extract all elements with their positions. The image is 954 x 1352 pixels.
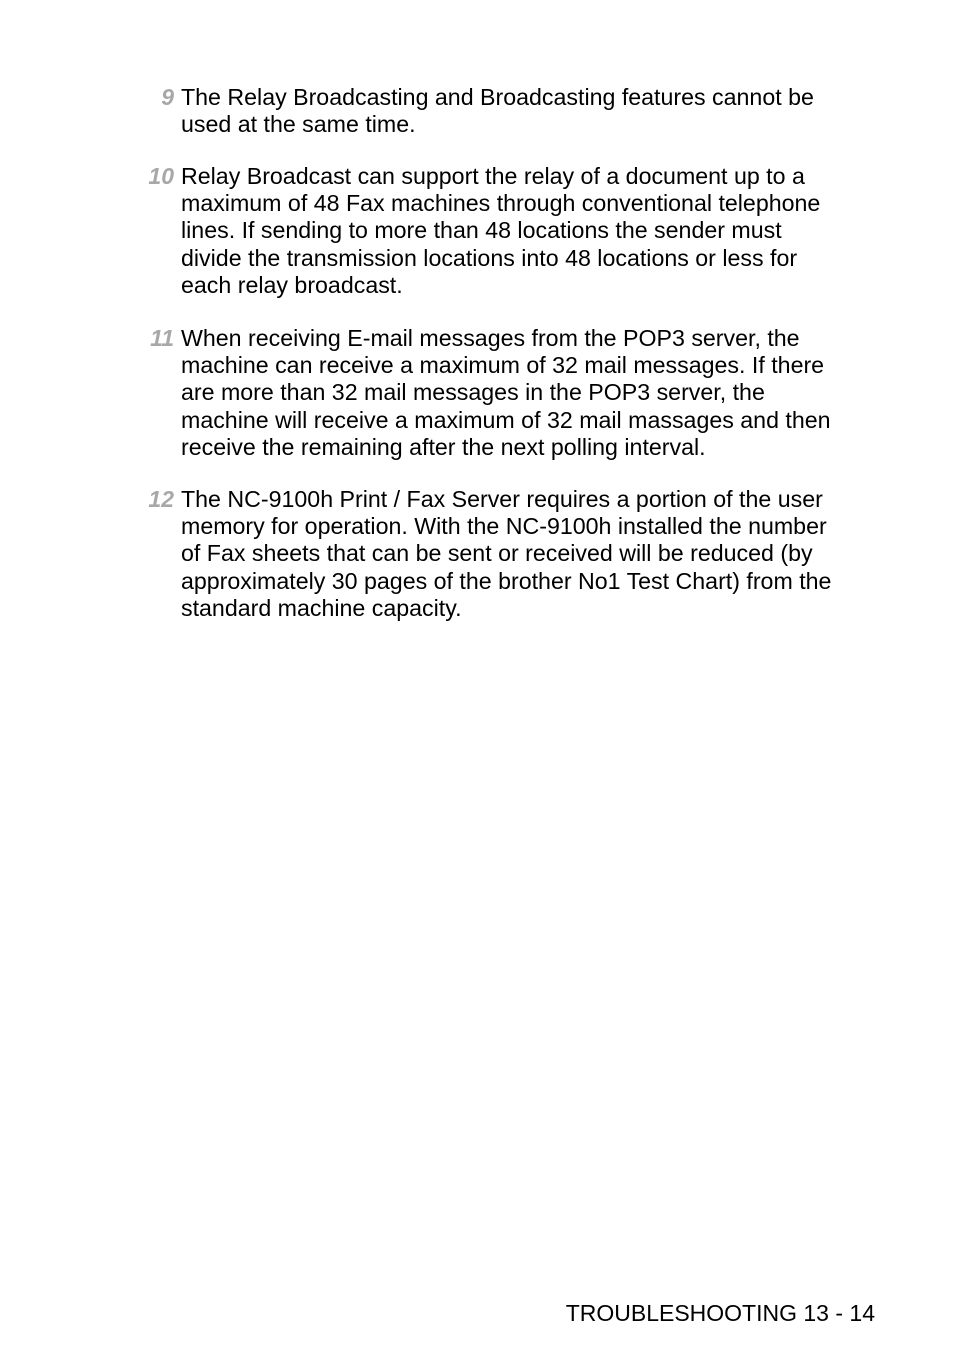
text-line: maximum of 48 Fax machines through conventional telephone bbox=[181, 190, 821, 217]
item-number: 11 bbox=[150, 325, 174, 351]
text-line: machine can receive a maximum of 32 mail messages. If there bbox=[181, 352, 825, 379]
text-line: Relay Broadcast can support the relay of a document up to a bbox=[181, 163, 805, 189]
item-text bbox=[181, 84, 881, 138]
text-line: The NC-9100h Print / Fax Server requires a portion of the user bbox=[181, 486, 823, 512]
item-text bbox=[181, 325, 881, 461]
text-line: receive the remaining after the next polling interval. bbox=[181, 433, 706, 460]
item-text bbox=[181, 163, 881, 299]
text-line: memory for operation. With the NC-9100h installed the number bbox=[181, 513, 827, 540]
text-line: of Fax sheets that can be sent or received will be reduced (by bbox=[181, 540, 813, 567]
text-line: approximately 30 pages of the brother No1 Test Chart) from the bbox=[181, 567, 832, 594]
item-number: 10 bbox=[148, 163, 174, 189]
text-line: machine will receive a maximum of 32 mail massages and then bbox=[181, 406, 831, 433]
text-line: When receiving E-mail messages from the POP3 server, the bbox=[181, 325, 800, 351]
page-footer: TROUBLESHOOTING 13 - 14 bbox=[565, 1300, 875, 1326]
text-line: used at the same time. bbox=[181, 111, 416, 138]
text-line: each relay broadcast. bbox=[181, 271, 403, 298]
item-text bbox=[181, 486, 881, 622]
item-number: 9 bbox=[161, 84, 174, 110]
text-line: divide the transmission locations into 48 locations or less for bbox=[181, 244, 798, 271]
text-line: are more than 32 mail messages in the POP3 server, the bbox=[181, 379, 765, 406]
text-line: standard machine capacity. bbox=[181, 594, 462, 621]
text-line: The Relay Broadcasting and Broadcasting features cannot be bbox=[181, 84, 814, 110]
item-number: 12 bbox=[148, 486, 174, 512]
text-line: lines. If sending to more than 48 locations the sender must bbox=[181, 217, 782, 244]
